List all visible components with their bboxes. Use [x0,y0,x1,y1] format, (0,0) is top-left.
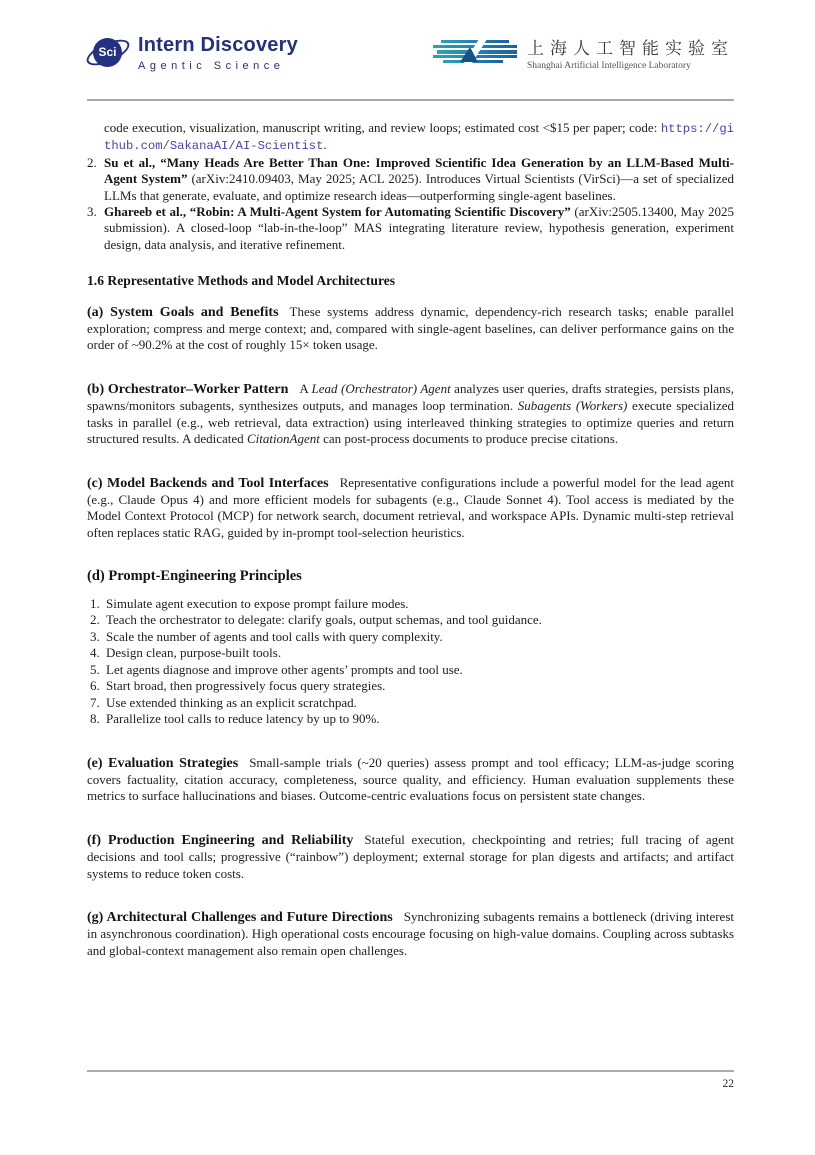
text-run: (arXiv:2410.09403, May 2025; ACL 2025). Introduces Virtual Scientists (VirSci)—a set of specialized LLMs that generate, evaluate, and optimize research ideas—outperforming single-agent baselines. [104,171,735,203]
text-run: A [299,380,312,396]
text-run: (arXiv:2505.13400, May 2025 submission). A closed-loop “lab-in-the-loop” MAS integrating literature review, hypothesis generation, experiment design, data analysis, and iterative refinement. [104,204,734,252]
list-item [87,711,734,728]
subsection-heading-d: (d) Prompt-Engineering Principles [87,568,302,585]
text-run: Representative configurations include a powerful model for the lead agent (e.g., Claude Opus 4) and more efficient models for subagents (e.g., Claude Sonnet 4). Tool access is mediated by the Model Context Protocol (MCP) for network search, document retrieval, and workspace APIs. Dynamic multi-step retrieval often replaces static RAG, guided by in-prompt tool-selection heuristics. [87,474,734,540]
text-run: execute specialized tasks in parallel (e.g., web retrieval, data extraction) using interleaved thinking strategies to optimize queries and return structured results. A dedicated [87,398,734,447]
list-number: 6. [90,678,100,694]
text-run: Small-sample trials (~20 queries) assess prompt and tool efficacy; LLM-as-judge scoring covers factuality, citation accuracy, completeness, source quality, and efficiency. Human evaluation supplements these metrics to surface hallucinations and biases. Outcome-centric evaluations focus on persistent state changes. [87,754,735,804]
list-text: Start broad, then progressively focus query strategies. [106,678,386,694]
list-number: 1. [90,595,100,611]
text-run: Lead (Orchestrator) Agent [311,380,451,396]
reference-title: Su et al., “Many Heads Are Better Than One: Improved Scientific Idea Generation by an LLM-Based Multi-Agent System” [104,154,734,187]
lab-name-zh: 上海人工智能实验室 [527,39,734,58]
shanghai-ai-lab-logo [433,34,734,71]
lab-stripes-icon [433,38,517,68]
list-text: Simulate agent execution to expose prompt failure modes. [106,595,409,611]
reference-text [104,155,734,204]
subsection-label: (f) Production Engineering and Reliability [87,832,354,848]
text-run: analyzes user queries, drafts strategies, persists plans, spawns/monitors subagents, synthesizes outputs, and manages loop termination. [87,380,734,414]
list-text: Teach the orchestrator to delegate: clarify goals, output schemas, and tool guidance. [106,612,542,628]
lab-name-en: Shanghai Artificial Intelligence Laboratory [527,61,691,71]
subsection-label: (c) Model Backends and Tool Interfaces [87,475,329,491]
list-item [87,612,734,629]
list-item [87,662,734,679]
sci-orbit-icon [87,32,129,74]
subsection-label: (a) System Goals and Benefits [87,304,279,320]
list-text: Use extended thinking as an explicit scratchpad. [106,694,357,710]
text-run: Subagents (Workers) [517,398,628,414]
list-item [87,695,734,712]
subsection-c [87,475,734,542]
text-run: can post-process documents to produce precise citations. [319,431,619,447]
reference-number: 3. [87,204,97,220]
text-run: . [323,137,327,153]
section-heading: 1.6 Representative Methods and Model Architectures [87,273,396,289]
list-number: 4. [90,645,100,661]
list-item [87,678,734,695]
reference-title: Ghareeb et al., “Robin: A Multi-Agent System for Automating Scientific Discovery” [104,204,571,220]
sci-badge: Sci [93,38,122,67]
subsection-container [87,304,734,960]
list-number: 5. [90,661,100,677]
list-number: 7. [90,694,100,710]
lab-text [527,34,734,71]
list-text: Let agents diagnose and improve other agents’ prompts and tool use. [106,661,463,677]
reference-item [87,120,734,155]
intern-discovery-logo [87,32,298,74]
brand-text [138,34,298,72]
subsection-label: (b) Orchestrator–Worker Pattern [87,381,289,397]
text-run: Synchronizing subagents remains a bottleneck (driving interest in asynchronous coordination). High operational costs encourage focusing on high-value domains. Coupling across subtasks and global-context management also remain open challenges. [87,908,735,958]
page-header [87,0,734,101]
list-number: 2. [90,612,100,628]
text-run: code execution, visualization, manuscript writing, and review loops; estimated cost <$15 per paper; code: [104,120,661,135]
text-run: These systems address dynamic, dependency-rich research tasks; enable parallel exploration; compress and merge context; and, compared with single-agent baselines, can deliver performance gains on the order of ~90.2% at the cost of roughly 15× token usage. [87,303,734,353]
reference-item [87,155,734,204]
reference-number: 2. [87,154,97,170]
list-number: 8. [90,711,100,727]
reference-text [104,120,734,155]
subsection-label: (e) Evaluation Strategies [87,755,239,771]
text-run: Stateful execution, checkpointing and retries; full tracing of agent decisions and tool calls; progressive (“rainbow”) deployment; external storage for plan digests and artifacts; and artifact systems to reduce token costs. [87,831,734,881]
list-text: Design clean, purpose-built tools. [106,645,282,661]
github-link[interactable]: https://github.com/SakanaAI/AI-Scientist [104,122,734,154]
subsection-b [87,381,734,448]
page-body [87,120,734,986]
brand-name: Intern Discovery [138,33,298,56]
text-run: CitationAgent [246,431,320,447]
reference-number [87,120,104,155]
page-number: 22 [722,1078,734,1090]
subsection-f [87,832,734,882]
brand-subtitle: Agentic Science [138,59,285,72]
reference-text [104,204,734,253]
list-item [87,629,734,646]
list-number: 3. [90,628,100,644]
subsection-g [87,909,734,959]
reference-list [87,120,734,253]
list-text: Parallelize tool calls to reduce latency by up to 90%. [106,711,380,727]
list-item [87,596,734,613]
list-item [87,645,734,662]
subsection-e [87,755,734,805]
subsection-label: (g) Architectural Challenges and Future Directions [87,909,393,925]
reference-item [87,204,734,253]
principles-list [87,596,734,728]
page-footer [87,1070,734,1090]
list-text: Scale the number of agents and tool calls with query complexity. [106,628,443,644]
subsection-a [87,304,734,354]
